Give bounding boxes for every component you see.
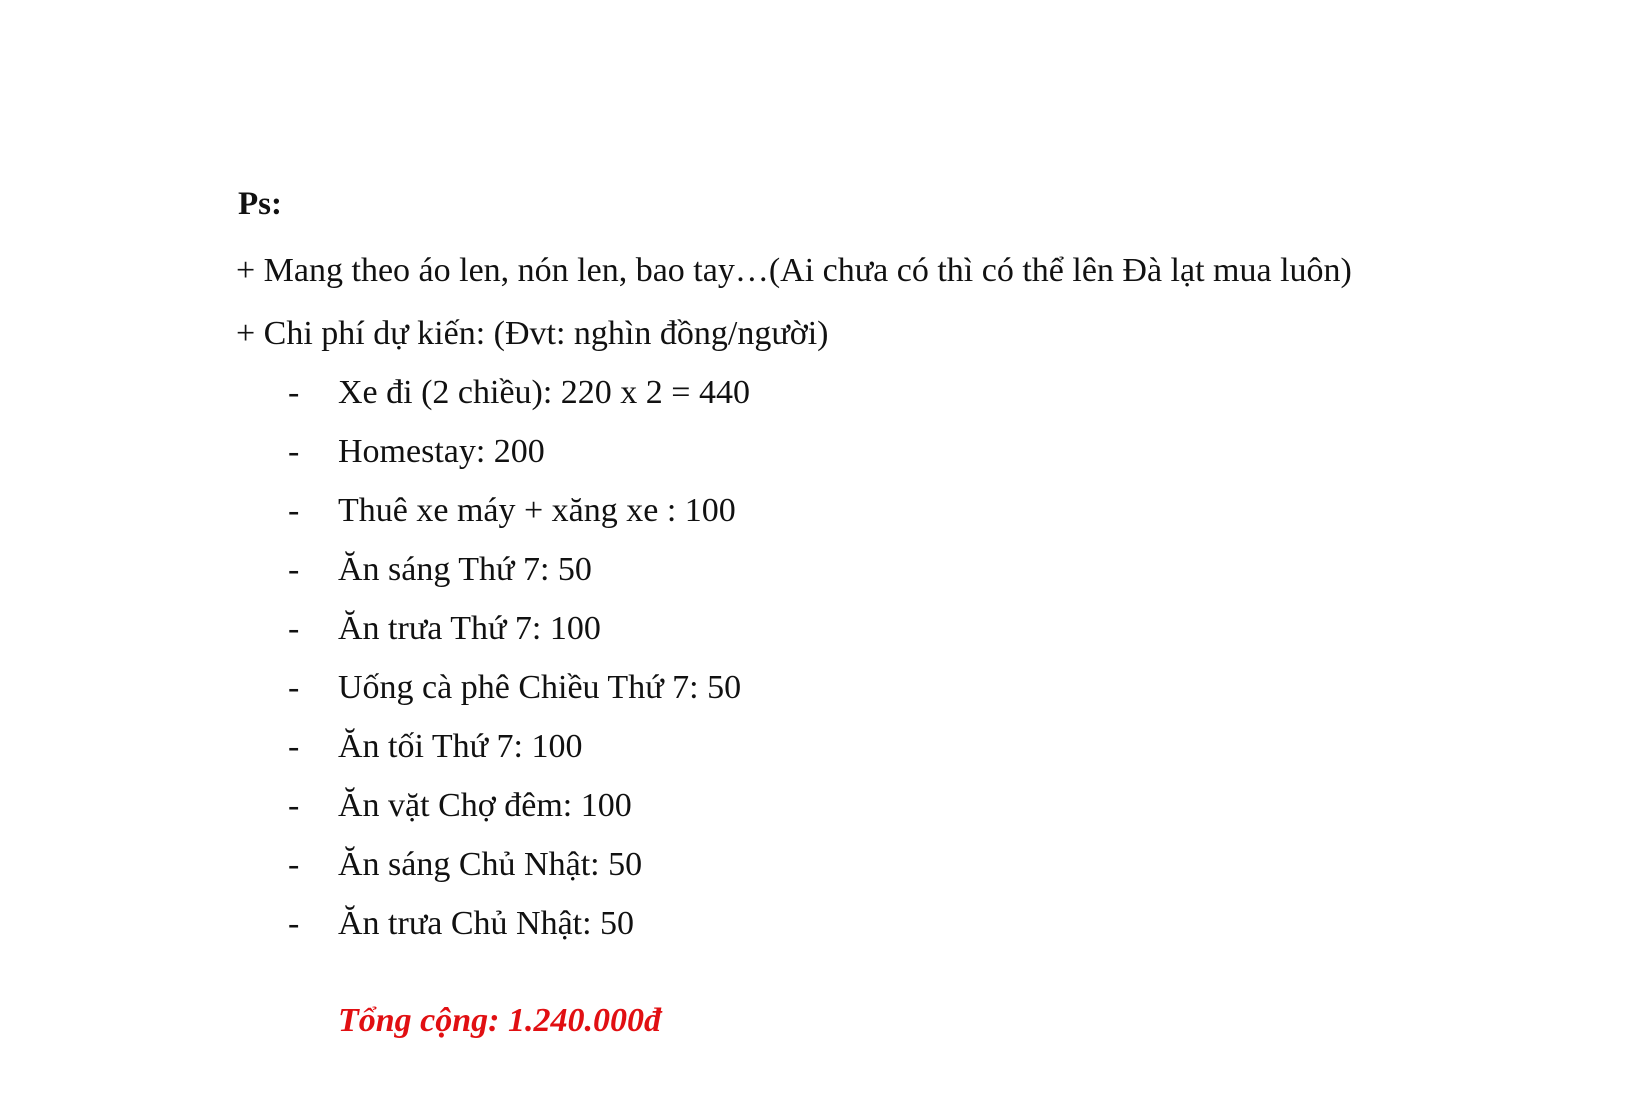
cost-item-text: Ăn trưa Thứ 7: 100 [338, 610, 601, 647]
cost-item-dinner-saturday [0, 730, 900, 770]
cost-item-lunch-sunday [0, 907, 900, 947]
cost-estimate-intro: + Chi phí dự kiến: (Đvt: nghìn đồng/người) [236, 315, 829, 352]
bullet-dash: - [288, 905, 300, 942]
total-cost: Tổng cộng: 1.240.000đ [338, 1002, 661, 1039]
cost-item-lunch-saturday [0, 612, 900, 652]
cost-item-breakfast-sunday [0, 848, 900, 888]
cost-item-night-market [0, 789, 900, 829]
cost-item-coffee-saturday [0, 671, 900, 711]
cost-item-text: Uống cà phê Chiều Thứ 7: 50 [338, 669, 742, 706]
cost-item-motorbike [0, 494, 900, 534]
ps-heading: Ps: [238, 186, 282, 222]
bullet-dash: - [288, 374, 300, 411]
packing-note: + Mang theo áo len, nón len, bao tay…(Ai chưa có thì có thể lên Đà lạt mua luôn) [236, 252, 1352, 289]
bullet-dash: - [288, 433, 300, 470]
bullet-dash: - [288, 551, 300, 588]
cost-item-text: Ăn tối Thứ 7: 100 [338, 728, 583, 765]
bullet-dash: - [288, 846, 300, 883]
cost-item-text: Ăn vặt Chợ đêm: 100 [338, 787, 632, 824]
cost-item-text: Ăn sáng Thứ 7: 50 [338, 551, 592, 588]
cost-item-bus [0, 376, 900, 416]
bullet-dash: - [288, 492, 300, 529]
cost-item-text: Xe đi (2 chiều): 220 x 2 = 440 [338, 374, 750, 411]
cost-item-text: Homestay: 200 [338, 433, 545, 470]
cost-item-breakfast-saturday [0, 553, 900, 593]
cost-item-text: Ăn sáng Chủ Nhật: 50 [338, 846, 643, 883]
cost-item-homestay [0, 435, 900, 475]
cost-item-text: Thuê xe máy + xăng xe : 100 [338, 492, 736, 529]
bullet-dash: - [288, 728, 300, 765]
bullet-dash: - [288, 610, 300, 647]
bullet-dash: - [288, 669, 300, 706]
cost-item-text: Ăn trưa Chủ Nhật: 50 [338, 905, 635, 942]
bullet-dash: - [288, 787, 300, 824]
